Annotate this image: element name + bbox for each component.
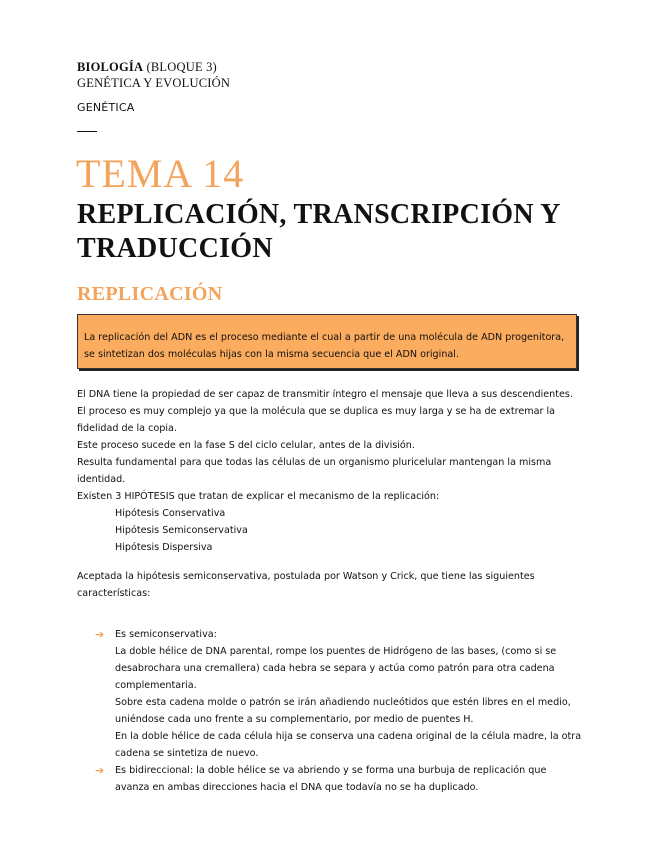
characteristics-list (77, 626, 582, 796)
arrow-right-icon: ➔ (95, 628, 105, 641)
page-title: REPLICACIÓN, TRANSCRIPCIÓN Y TRADUCCIÓN (77, 199, 560, 264)
bullet-line: La doble hélice de DNA parental, rompe los puentes de Hidrógeno de las bases, (como si se desabrochara una cremallera) cada hebra se separa y actúa como patrón para otra cadena complementaria. (115, 646, 557, 691)
accepted-paragraph: Aceptada la hipótesis semiconservativa, postulada por Watson y Crick, que tiene las siguientes características: (77, 571, 535, 599)
bullet-title: Es bidireccional: la doble hélice se va abriendo y se forma una burbuja de replicación que avanza en ambas direcciones hacia el DNA que todavía no se ha duplicado. (115, 765, 547, 793)
section-label: GENÉTICA (77, 101, 135, 114)
definition-callout: La replicación del ADN es el proceso mediante el cual a partir de una molécula de ADN progenitora, se sintetizan dos moléculas hijas con la misma secuencia que el ADN original. (77, 314, 577, 369)
subject-name: BIOLOGÍA (77, 60, 144, 74)
body-text (77, 386, 582, 796)
hypothesis-item: Hipótesis Conservativa (115, 508, 226, 519)
bullet-line: Sobre esta cadena molde o patrón se irán añadiendo nucleótidos que estén libres en el medio, uniéndose cada uno frente a su complementario, por medio de puentes H. (115, 697, 571, 725)
divider (77, 131, 97, 132)
arrow-right-icon: ➔ (95, 764, 105, 777)
hypothesis-item: Hipótesis Semiconservativa (115, 525, 248, 536)
hypothesis-item: Hipótesis Dispersiva (115, 542, 213, 553)
paragraph: Este proceso sucede en la fase S del ciclo celular, antes de la división. (77, 440, 415, 451)
bullet-title: Es semiconservativa: (115, 629, 217, 640)
paragraph: Resulta fundamental para que todas las células de un organismo pluricelular mantengan la misma identidad. (77, 457, 552, 485)
spacer (77, 602, 582, 626)
paragraph: El DNA tiene la propiedad de ser capaz de transmitir íntegro el mensaje que lleva a sus descendientes. (77, 389, 573, 400)
section-heading: REPLICACIÓN (77, 283, 223, 305)
list-item (77, 762, 582, 796)
spacer (77, 556, 582, 568)
list-item (77, 626, 582, 762)
paragraph: Existen 3 HIPÓTESIS que tratan de explicar el mecanismo de la replicación: (77, 491, 440, 502)
tema-number: TEMA 14 (76, 151, 245, 196)
course-subtitle: GENÉTICA Y EVOLUCIÓN (77, 76, 231, 90)
block-label: (BLOQUE 3) (146, 60, 217, 74)
paragraph: El proceso es muy complejo ya que la molécula que se duplica es muy larga y se ha de extremar la fidelidad de la copia. (77, 406, 556, 434)
bullet-line: En la doble hélice de cada célula hija se conserva una cadena original de la célula madre, la otra cadena se sintetiza de nuevo. (115, 731, 582, 759)
subject-header (77, 59, 230, 91)
